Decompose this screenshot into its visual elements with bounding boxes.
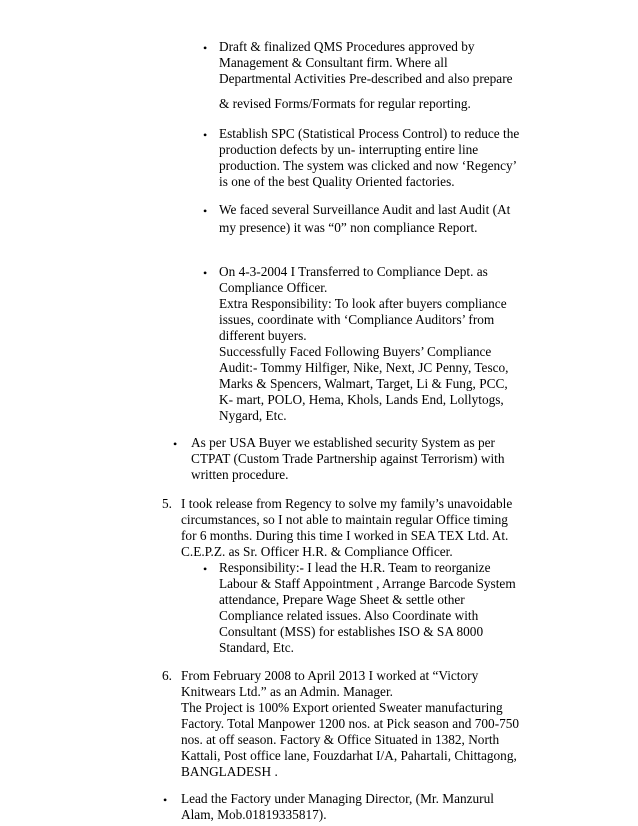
responsibility-line-5: Consultant (MSS) for establishes ISO & SA 8000 (219, 624, 484, 639)
compliance-line-1: On 4-3-2004 I Transferred to Compliance Dept. as (219, 264, 488, 279)
bullet-marker: • (203, 41, 208, 55)
compliance-line-9: K- mart, POLO, Hema, Khols, Lands End, Lollytogs, (219, 392, 504, 407)
qms-line-3: Departmental Activities Pre-described and also prepare (219, 71, 513, 86)
ctpat-line-2: CTPAT (Custom Trade Partnership against Terrorism) with (191, 451, 505, 466)
lead-line-2: Alam, Mob.01819335817). (181, 807, 327, 822)
responsibility-line-4: Compliance related issues. Also Coordinate with (219, 608, 479, 623)
audit-line-1: We faced several Surveillance Audit and last Audit (At (219, 202, 511, 217)
item6-line-3: The Project is 100% Export oriented Sweater manufacturing (181, 700, 503, 715)
qms-line-1: Draft & finalized QMS Procedures approved by (219, 39, 475, 54)
spc-line-1: Establish SPC (Statistical Process Control) to reduce the (219, 126, 520, 141)
item6-line-2: Knitwears Ltd.” as an Admin. Manager. (181, 684, 393, 699)
list-number: 6. (162, 668, 172, 683)
audit-line-2: my presence) it was “0” non compliance Report. (219, 220, 478, 235)
spc-line-2: production defects by un- interrupting entire line (219, 142, 479, 157)
compliance-line-5: different buyers. (219, 328, 307, 343)
bullet-marker: • (163, 793, 168, 807)
list-number: 5. (162, 496, 172, 511)
item5-line-3: for 6 months. During this time I worked in SEA TEX Ltd. At. (181, 528, 509, 543)
qms-line-2: Management & Consultant firm. Where all (219, 55, 448, 70)
bullet-marker: • (203, 128, 208, 142)
item6-line-6: Kattali, Post office lane, Fouzdarhat I/A, Pahartali, Chittagong, (181, 748, 517, 763)
responsibility-line-6: Standard, Etc. (219, 640, 294, 655)
compliance-line-6: Successfully Faced Following Buyers’ Compliance (219, 344, 492, 359)
item6-line-1: From February 2008 to April 2013 I worked at “Victory (181, 668, 479, 683)
compliance-line-8: Marks & Spencers, Walmart, Target, Li & Fung, PCC, (219, 376, 508, 391)
bullet-marker: • (203, 562, 208, 576)
item5-line-4: C.E.P.Z. as Sr. Officer H.R. & Compliance Officer. (181, 544, 453, 559)
bullet-marker: • (203, 266, 208, 280)
responsibility-line-3: attendance, Prepare Wage Sheet & settle other (219, 592, 465, 607)
compliance-line-3: Extra Responsibility: To look after buyers compliance (219, 296, 507, 311)
lead-line-1: Lead the Factory under Managing Director, (Mr. Manzurul (181, 791, 494, 806)
spc-line-3: production. The system was clicked and now ‘Regency’ (219, 158, 518, 173)
item6-line-5: nos. at off season. Factory & Office Situated in 1382, North (181, 732, 500, 747)
item6-line-7: BANGLADESH . (181, 764, 278, 779)
ctpat-line-1: As per USA Buyer we established security System as per (191, 435, 495, 450)
qms-line-4: & revised Forms/Formats for regular reporting. (219, 96, 471, 111)
responsibility-line-1: Responsibility:- I lead the H.R. Team to reorganize (219, 560, 491, 575)
ctpat-line-3: written procedure. (191, 467, 289, 482)
compliance-line-4: issues, coordinate with ‘Compliance Auditors’ from (219, 312, 495, 327)
responsibility-line-2: Labour & Staff Appointment , Arrange Barcode System (219, 576, 516, 591)
item6-line-4: Factory. Total Manpower 1200 nos. at Pick season and 700-750 (181, 716, 520, 731)
item5-line-1: I took release from Regency to solve my family’s unavoidable (181, 496, 513, 511)
compliance-line-7: Audit:- Tommy Hilfiger, Nike, Next, JC Penny, Tesco, (219, 360, 509, 375)
bullet-marker: • (173, 437, 178, 451)
spc-line-4: is one of the best Quality Oriented factories. (219, 174, 455, 189)
compliance-line-10: Nygard, Etc. (219, 408, 287, 423)
compliance-line-2: Compliance Officer. (219, 280, 328, 295)
item5-line-2: circumstances, so I not able to maintain regular Office timing (181, 512, 508, 527)
bullet-marker: • (203, 204, 208, 218)
